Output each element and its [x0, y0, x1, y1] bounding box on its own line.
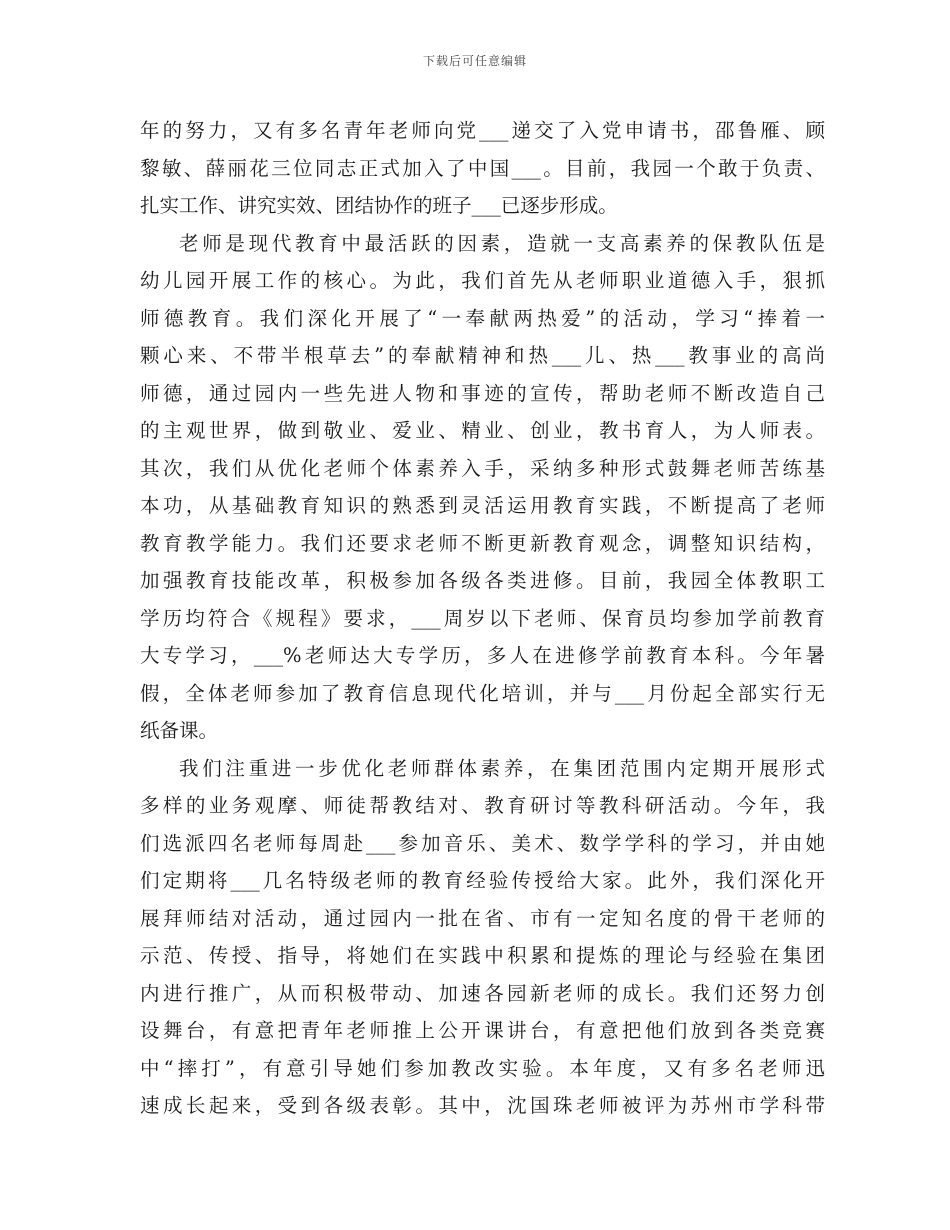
text-line: 老师是现代教育中最活跃的因素，造就一支高素养的保教队伍是	[179, 231, 825, 255]
text-line: 学历均符合《规程》要求，___周岁以下老师、保育员均参加学前教育	[140, 606, 825, 630]
text-line: 们选派四名老师每周赴___参加音乐、美术、数学学科的学习，并由她	[140, 831, 825, 855]
text-line: 年的努力，又有多名青年老师向党___递交了入党申请书，邵鲁雁、顾	[140, 119, 825, 142]
text-line: 示范、传授、指导，将她们在实践中积累和提炼的理论与经验在集团	[140, 944, 825, 967]
text-line: 我们注重进一步优化老师群体素养，在集团范围内定期开展形式	[179, 756, 825, 780]
text-line: 师德，通过园内一些先进人物和事迹的宣传，帮助老师不断改造自己	[140, 381, 825, 405]
text-line: 纸备课。	[140, 719, 219, 742]
text-line: 的主观世界，做到敬业、爱业、精业、创业，教书育人，为人师表。	[140, 419, 825, 442]
text-line: 假，全体老师参加了教育信息现代化培训，并与___月份起全部实行无	[140, 681, 825, 705]
body-text	[140, 112, 825, 1125]
text-line: 们定期将___几名特级老师的教育经验传授给大家。此外，我们深化开	[140, 869, 825, 892]
text-line: 师德教育。我们深化开展了“一奉献两热爱”的活动，学习“捧着一	[140, 306, 825, 330]
text-line: 其次，我们从优化老师个体素养入手，采纳多种形式鼓舞老师苦练基	[140, 456, 825, 480]
text-line: 幼儿园开展工作的核心。为此，我们首先从老师职业道德入手，狠抓	[140, 269, 825, 292]
text-line: 中“摔打”，有意引导她们参加教改实验。本年度，又有多名老师迅	[140, 1056, 825, 1080]
text-line: 黎敏、薛丽花三位同志正式加入了中国___。目前，我园一个敢于负责、	[140, 156, 825, 180]
text-line: 教育教学能力。我们还要求老师不断更新教育观念，调整知识结构，	[140, 531, 825, 555]
text-line: 颗心来、不带半根草去”的奉献精神和热___儿、热___教事业的高尚	[140, 344, 825, 367]
text-line: 多样的业务观摩、师徒帮教结对、教育研讨等教科研活动。今年，我	[140, 794, 825, 817]
text-line: 扎实工作、讲究实效、团结协作的班子___已逐步形成。	[140, 194, 618, 217]
text-line: 大专学习，___%老师达大专学历，多人在进修学前教育本科。今年暑	[140, 644, 825, 667]
text-line: 内进行推广，从而积极带动、加速各园新老师的成长。我们还努力创	[140, 981, 825, 1005]
text-line: 设舞台，有意把青年老师推上公开课讲台，有意把他们放到各类竞赛	[140, 1019, 825, 1042]
text-line: 本功，从基础教育知识的熟悉到灵活运用教育实践，不断提高了老师	[140, 494, 825, 517]
text-line: 速成长起来，受到各级表彰。其中，沈国珠老师被评为苏州市学科带	[140, 1094, 825, 1117]
text-line: 加强教育技能改革，积极参加各级各类进修。目前，我园全体教职工	[140, 569, 825, 592]
text-line: 展拜师结对活动，通过园内一批在省、市有一定知名度的骨干老师的	[140, 906, 825, 930]
page-header: 下载后可任意编辑	[422, 54, 527, 68]
